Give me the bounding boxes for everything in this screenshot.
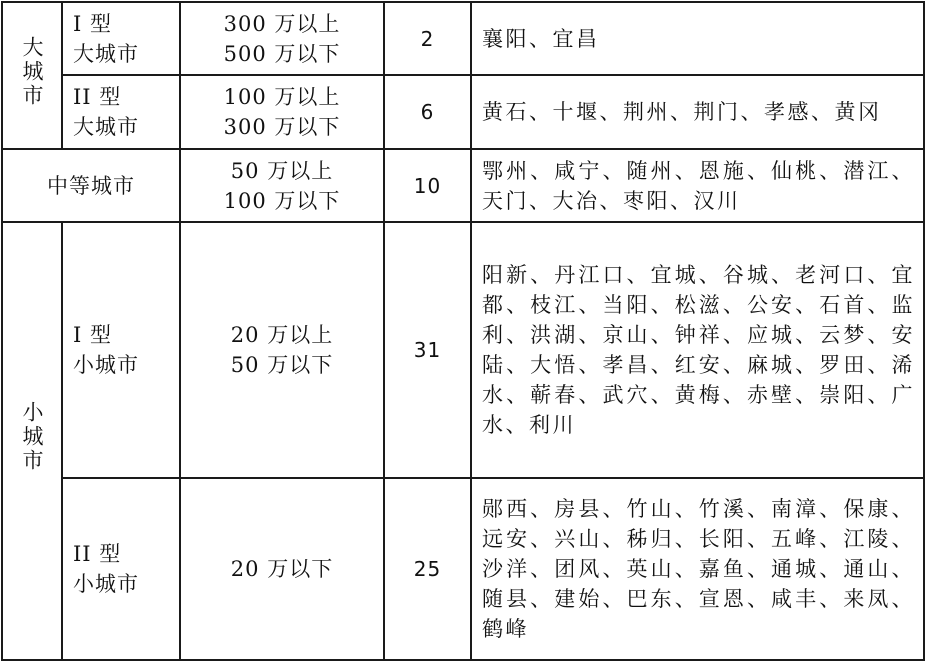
category-label: 小城市 — [20, 401, 44, 473]
cities-cell: 襄阳、宜昌 — [471, 2, 924, 75]
range-cell — [180, 149, 384, 222]
table-row — [2, 75, 924, 149]
type-line: 大城市 — [73, 41, 139, 66]
type-line: 小城市 — [73, 353, 139, 377]
range-line: 500 万以下 — [223, 41, 341, 66]
type-cell — [62, 2, 180, 75]
count-cell: 2 — [384, 2, 471, 75]
type-cell — [62, 478, 180, 660]
category-small-city — [2, 222, 62, 660]
range-line: 100 万以下 — [223, 188, 341, 213]
range-line: 300 万以上 — [223, 11, 341, 36]
count-cell: 25 — [384, 478, 471, 660]
count-cell: 10 — [384, 149, 471, 222]
type-line: 小城市 — [73, 572, 139, 596]
range-cell — [180, 222, 384, 478]
range-cell — [180, 2, 384, 75]
type-line: II 型 — [73, 85, 122, 109]
cities-cell: 郧西、房县、竹山、竹溪、南漳、保康、远安、兴山、秭归、长阳、五峰、江陵、沙洋、团风、英山、嘉鱼、通城、通山、随县、建始、巴东、宣恩、咸丰、来凤、鹤峰 — [471, 478, 924, 660]
cities-cell: 鄂州、咸宁、随州、恩施、仙桃、潜江、天门、大冶、枣阳、汉川 — [471, 149, 924, 222]
table-row — [2, 478, 924, 660]
range-line: 50 万以下 — [230, 353, 334, 377]
range-line: 300 万以下 — [223, 115, 341, 139]
type-line: I 型 — [73, 11, 112, 36]
table-row — [2, 2, 924, 75]
category-label: 大城市 — [20, 35, 44, 108]
table-row — [2, 149, 924, 222]
table-row — [2, 222, 924, 478]
category-large-city — [2, 2, 62, 149]
count-cell: 6 — [384, 75, 471, 149]
type-line: I 型 — [73, 323, 112, 347]
range-cell — [180, 75, 384, 149]
cities-cell: 阳新、丹江口、宜城、谷城、老河口、宜都、枝江、当阳、松滋、公安、石首、监利、洪湖、京山、钟祥、应城、云梦、安陆、大悟、孝昌、红安、麻城、罗田、浠水、蕲春、武穴、黄梅、赤壁、崇阳、广水、利川 — [471, 222, 924, 478]
cities-cell: 黄石、十堰、荆州、荆门、孝感、黄冈 — [471, 75, 924, 149]
count-cell: 31 — [384, 222, 471, 478]
range-line: 100 万以上 — [223, 85, 341, 109]
range-line: 20 万以下 — [230, 557, 334, 581]
city-scale-table — [1, 1, 925, 661]
range-line: 20 万以上 — [230, 323, 334, 347]
type-cell — [62, 75, 180, 149]
type-line: II 型 — [73, 542, 122, 566]
type-line: 大城市 — [73, 115, 139, 139]
category-medium-city: 中等城市 — [2, 149, 180, 222]
range-line: 50 万以上 — [230, 158, 334, 183]
type-cell — [62, 222, 180, 478]
range-cell — [180, 478, 384, 660]
